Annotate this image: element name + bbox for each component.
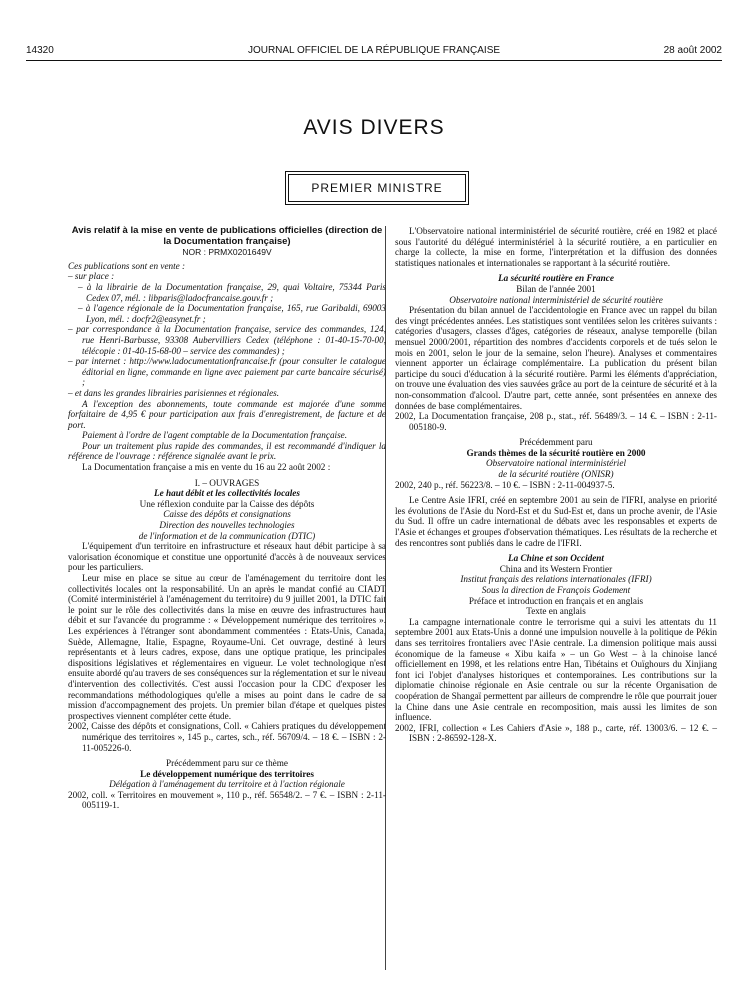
book-title: Le haut débit et les collectivités locales [154,488,300,499]
book-author: Observatoire national interministériel de sécurité routière [449,294,663,305]
paragraph: Paiement à l'ordre de l'agent comptable de la Documentation française. [82,430,348,441]
book-reference: 2002, IFRI, collection « Les Cahiers d'Asie », 188 p., carte, réf. 13003/6. – 12 €. – ISBN : 2-86592-128-X. [395,722,717,744]
book-author: de la sécurité routière (ONISR) [498,469,614,480]
book-subtitle: Une réflexion conduite par la Caisse des dépôts [139,498,315,509]
header-rule [26,60,722,61]
book-reference: 2002, La Documentation française, 208 p., stat., réf. 56489/3. – 14 €. – ISBN : 2-11-005180-9. [395,411,717,432]
book-author: Caisse des dépôts et consignations [163,509,291,520]
list-item: – à l'agence régionale de la Documentation française, 165, rue Garibaldi, 69003 Lyon, mél. : docfr2@easynet.fr ; [78,303,386,324]
paragraph: Pour un traitement plus rapide des commandes, il est recommandé d'indiquer la référence de l'ouvrage : référence signalée avant le prix. [68,440,386,462]
list-item: – et dans les grandes librairies parisiennes et régionales. [68,387,280,398]
book-note: Préface et introduction en français et en anglais [468,595,644,606]
left-column [68,226,386,811]
paragraph: La campagne internationale contre le terrorisme qui a suivi les attentats du 11 septembre 2001 aux Etats-Unis a donné une impulsion nouvelle à la politique de Pékin dans ses territoires frontaliers avec l'Asie centrale. La dimension politique mais aussi économique de la fameuse « Xibu kaifa » – un Go West – à la chinoise lancé officiellement en 1998, et les relations entre Han, Tibétains et Ouïghours du Xinjiang font ici l'objet d'analyses historiques et contemporaines. Les contributions sur la diplomatie chinoise régionale en Asie centrale ou sur la récente Organisation de coopération de Shangaï permettent par ailleurs de comprendre le rôle que pourrait jouer la Chine dans une Asie centrale en recomposition, mais aussi les limites de son influence. [395,616,717,723]
book-author: Institut français des relations internationales (IFRI) [460,574,652,585]
paragraph: Présentation du bilan annuel de l'accidentologie en France avec un rappel du bilan des vingt précédentes années. Les statistiques sont ventilées selon les critères suivants : catégories d'usagers, classes d'âges, catégories de réseaux, analyse temporelle (bilan mensuel 2000/2001, répartition des nombres d'accidents corporels et de tués selon le mois en 2001, selon le jour de la semaine, selon l'heure). Analyses et commentaires viennent apporter un éclairage complémentaire. La publication du présent bilan participe du souci d'éducation à la sécurité routière. Parmi les éléments d'appréciation, on trouve une évaluation des vies sauvées grâce au port de la ceinture de sécurité et à la non-consommation d'alcool. D'autre part, cette année, sont présentées en annexe des données de base complémentaires. [395,305,717,411]
book-title: La sécurité routière en France [498,273,614,284]
issue-date: 28 août 2002 [663,45,722,56]
paragraph: L'Observatoire national interministériel de sécurité routière, créé en 1982 et placé sous l'autorité du délégué interministériel à la sécurité routière, a en particulier en charge la collecte, la mise en forme, l'interprétation et la diffusion des données statistiques nationales et internationales se rapportant à la sécurité routière. [395,226,717,268]
paragraph: A l'exception des abonnements, toute commande est majorée d'une somme forfaitaire de 4,95 € pour participation aux frais d'enregistrement, de facture et de port. [68,398,386,430]
paragraph: La Documentation française a mis en vente du 16 au 22 août 2002 : [82,462,331,473]
book-author: Observatoire national interministériel [485,458,626,469]
book-author: Délégation à l'aménagement du territoire et à l'action régionale [109,779,345,790]
ministry-box [288,174,466,202]
book-author: de l'information et de la communication (DTIC) [138,530,316,541]
book-title: Grands thèmes de la sécurité routière en 2000 [466,447,646,458]
book-note: Texte en anglais [526,606,586,617]
paragraph: – sur place : [68,271,115,282]
book-reference: 2002, 240 p., réf. 56223/8. – 10 €. – ISBN : 2-11-004937-5. [395,479,615,490]
book-subtitle: Bilan de l'année 2001 [516,283,596,294]
notice-title: Avis relatif à la mise en vente de publications officielles (direction de la Documentation française) [71,225,383,247]
book-title: Le développement numérique des territoires [140,768,314,779]
section-title: AVIS DIVERS [303,116,445,139]
book-reference: 2002, coll. « Territoires en mouvement », 110 p., réf. 56548/2. – 7 €. – ISBN : 2-11-005119-1. [68,789,386,811]
paragraph: L'équipement d'un territoire en infrastructure et réseaux haut débit participe à sa valorisation économique et constitue une opportunité d'accès à de nouveaux services pour les particuliers. [68,541,386,573]
previously-published: Précédemment paru sur ce thème [166,758,288,769]
paragraph: Le Centre Asie IFRI, créé en septembre 2001 au sein de l'IFRI, analyse en priorité les évolutions de l'Asie du Nord-Est et du Sud-Est et, dans un proche avenir, de l'Asie du Sud. Il offre un cadre international de débats avec les responsables et experts de l'Asie et échanges et groupes d'observation thématiques. Les résultats de la recherche et des rencontres sont publiés dans le cadre de l'IFRI. [395,495,717,548]
book-director: Sous la direction de François Godement [481,585,631,595]
journal-title: JOURNAL OFFICIEL DE LA RÉPUBLIQUE FRANÇAISE [247,45,501,56]
page-header [26,45,722,59]
book-title: La Chine et son Occident [508,553,604,564]
page-number: 14320 [26,45,54,56]
book-author: Direction des nouvelles technologies [159,520,295,531]
book-reference: 2002, Caisse des dépôts et consignations, Coll. « Cahiers pratiques du développement numérique des territoires », 145 p., cartes, sch., réf. 56709/4. – 18 €. – ISBN : 2-11-005226-0. [68,721,386,753]
right-column [395,226,717,744]
paragraph: Ces publications sont en vente : [68,260,186,271]
section-heading: I. – OUVRAGES [194,477,260,488]
book-subtitle: China and its Western Frontier [499,563,613,574]
list-item: – par correspondance à la Documentation française, service des commandes, 124, rue Henri-Barbusse, 93308 Aubervilliers Cedex (téléphone : 01-40-15-70-00, télécopie : 01-40-15-68-00 – service des commandes) ; [68,324,386,356]
paragraph: Leur mise en place se situe au cœur de l'aménagement du territoire dont les collectivités locales ont la responsabilité. Un an après le mandat confié au CIADT (Comité interministériel à l'aménagement du territoire) du 9 juillet 2001, la DTIC fait le point sur le rôle des collectivités dans la mise en œuvre des infrastructures haut débit et sur l'avancée du programme : « Développement numérique des territoires ». Les expériences à l'étranger sont abondamment commentées : Etats-Unis, Canada, Suède, Allemagne, Italie, Espagne, Royaume-Uni. Cet ouvrage, destiné à leurs représentants et à leurs cadres, expose, dans une optique pratique, les principales dispositions législatives et réglementaires en vigueur. Le volet technologique n'est ensuite abordé qu'au travers de ses conséquences sur la réglementation et sur le niveau d'intervention des collectivités. C'est aussi l'occasion pour la CDC d'exposer les recommandations méthodologiques qu'elle a mises au point dans le cadre de sa mission d'accompagnement des projets. Un premier bilan d'étape et quelques pistes prospectives viennent compléter cette étude. [68,573,386,721]
list-item: – à la librairie de la Documentation française, 29, quai Voltaire, 75344 Paris Cedex 07, mél. : libparis@ladocfrancaise.gouv.fr ; [78,281,386,303]
list-item: – par internet : http://www.ladocumentationfrancaise.fr (pour consulter le catalogue éditorial en ligne, commande en ligne avec paiement par carte bancaire sécurisé) ; [68,356,386,388]
ministry-label: PREMIER MINISTRE [311,181,443,195]
previously-published: Précédemment paru [519,437,593,448]
nor-reference: NOR : PRMX0201649V [182,247,272,258]
